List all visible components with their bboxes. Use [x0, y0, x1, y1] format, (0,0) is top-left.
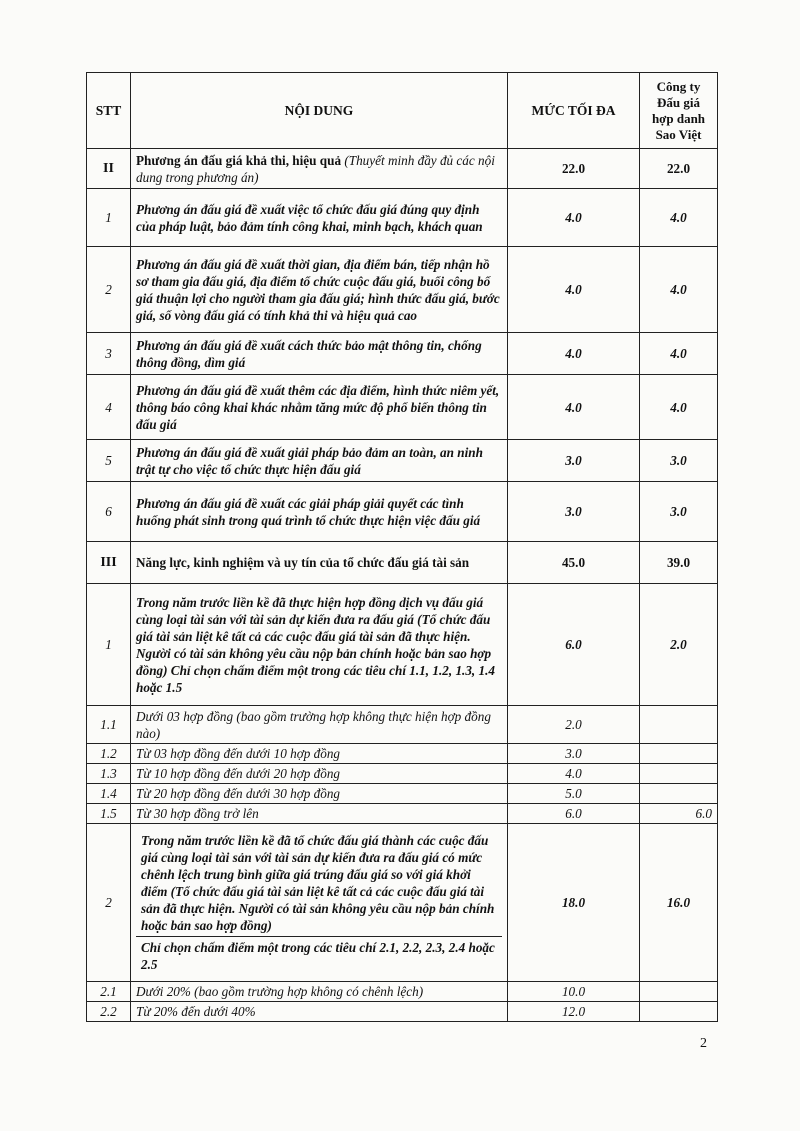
row-max: 6.0 [508, 584, 640, 706]
row-company [640, 764, 718, 784]
row-stt: 1.5 [87, 804, 131, 824]
row-content-main: Phương án đấu giá khả thi, hiệu quả [136, 152, 342, 168]
row-stt: 5 [87, 440, 131, 482]
row-content: Phương án đấu giá đề xuất thêm các địa điểm, hình thức niêm yết, thông báo công khai khác nhằm tăng mức độ phổ biến thông tin đấu giá [131, 375, 508, 440]
row-company: 16.0 [640, 824, 718, 982]
row-max: 3.0 [508, 744, 640, 764]
row-company: 6.0 [640, 804, 718, 824]
row-company: 3.0 [640, 482, 718, 542]
table-row [87, 784, 718, 804]
table-header-row [87, 73, 718, 149]
row-max: 4.0 [508, 764, 640, 784]
row-content: Phương án đấu giá đề xuất giải pháp bảo đảm an toàn, an ninh trật tự cho việc tổ chức thực hiện đấu giá [131, 440, 508, 482]
table-row [87, 824, 718, 982]
row-company: 4.0 [640, 333, 718, 375]
row-max: 6.0 [508, 804, 640, 824]
row-max: 22.0 [508, 149, 640, 189]
row-stt: 1 [87, 584, 131, 706]
row-content-note: (Thuyết minh đầy đủ các nội dung trong phương án) [136, 152, 495, 185]
header-company: Công ty Đấu giá hợp danh Sao Việt [640, 73, 718, 149]
row-content: Từ 03 hợp đồng đến dưới 10 hợp đồng [131, 744, 508, 764]
table-row [87, 333, 718, 375]
table-row [87, 706, 718, 744]
header-content: NỘI DUNG [131, 73, 508, 149]
row-content [131, 824, 508, 982]
row-content: Trong năm trước liền kề đã thực hiện hợp đồng dịch vụ đấu giá cùng loại tài sản với tài sản dự kiến đưa ra đấu giá (Tổ chức đấu giá tài sản liệt kê tất cả các cuộc đấu giá tài sản đã thực hiện. Người có tài sản không yêu cầu nộp bản chính hoặc bản sao hợp đồng) Chỉ chọn chấm điểm một trong các tiêu chí 1.1, 1.2, 1.3, 1.4 hoặc 1.5 [131, 584, 508, 706]
row-stt: 3 [87, 333, 131, 375]
table-row [87, 482, 718, 542]
header-stt: STT [87, 73, 131, 149]
table-row [87, 440, 718, 482]
row-content: Từ 10 hợp đồng đến dưới 20 hợp đồng [131, 764, 508, 784]
row-stt: 1.2 [87, 744, 131, 764]
row-content: Dưới 20% (bao gồm trường hợp không có chênh lệch) [131, 982, 508, 1002]
row-content: Phương án đấu giá đề xuất các giải pháp giải quyết các tình huống phát sinh trong quá trình tổ chức thực hiện việc đấu giá [131, 482, 508, 542]
row-company: 4.0 [640, 247, 718, 333]
row-company [640, 784, 718, 804]
row-stt: 2.1 [87, 982, 131, 1002]
row-content-criteria: Chỉ chọn chấm điểm một trong các tiêu chí 2.1, 2.2, 2.3, 2.4 hoặc 2.5 [141, 940, 495, 972]
row-company [640, 1002, 718, 1022]
row-stt: 4 [87, 375, 131, 440]
table-row [87, 982, 718, 1002]
row-max: 4.0 [508, 333, 640, 375]
row-max: 10.0 [508, 982, 640, 1002]
table-row [87, 764, 718, 784]
table-row [87, 542, 718, 584]
row-content: Từ 20% đến dưới 40% [131, 1002, 508, 1022]
row-company: 4.0 [640, 375, 718, 440]
row-company [640, 706, 718, 744]
table-row [87, 1002, 718, 1022]
row-company: 4.0 [640, 189, 718, 247]
row-max: 4.0 [508, 375, 640, 440]
header-max: MỨC TỐI ĐA [508, 73, 640, 149]
row-stt: 1.1 [87, 706, 131, 744]
row-content: Phương án đấu giá đề xuất cách thức bảo mật thông tin, chống thông đồng, dìm giá [131, 333, 508, 375]
row-stt: 2.2 [87, 1002, 131, 1022]
table-row [87, 247, 718, 333]
row-max: 12.0 [508, 1002, 640, 1022]
table-row [87, 804, 718, 824]
row-stt: 1.3 [87, 764, 131, 784]
row-stt: 2 [87, 247, 131, 333]
row-company: 39.0 [640, 542, 718, 584]
table-row [87, 584, 718, 706]
row-max: 4.0 [508, 247, 640, 333]
table-row [87, 149, 718, 189]
row-stt: 1 [87, 189, 131, 247]
row-max: 18.0 [508, 824, 640, 982]
row-content: Từ 30 hợp đồng trở lên [131, 804, 508, 824]
row-content: Năng lực, kinh nghiệm và uy tín của tổ chức đấu giá tài sản [131, 542, 508, 584]
row-content: Từ 20 hợp đồng đến dưới 30 hợp đồng [131, 784, 508, 804]
row-content: Phương án đấu giá đề xuất thời gian, địa điểm bán, tiếp nhận hồ sơ tham gia đấu giá, địa điểm tổ chức cuộc đấu giá, buổi công bố giá thuận lợi cho người tham gia đấu giá; hình thức đấu giá, bước giá, số vòng đấu giá có tính khả thi và hiệu quả cao [131, 247, 508, 333]
row-company: 2.0 [640, 584, 718, 706]
row-max: 2.0 [508, 706, 640, 744]
table-row [87, 375, 718, 440]
row-company [640, 744, 718, 764]
row-max: 3.0 [508, 440, 640, 482]
row-content-main: Trong năm trước liền kề đã tổ chức đấu giá thành các cuộc đấu giá cùng loại tài sản với tài sản dự kiến đưa ra đấu giá có mức chênh lệch trung bình giữa giá trúng đấu giá so với giá khởi điểm (Tổ chức đấu giá tài sản liệt kê tất cả các cuộc đấu giá tài sản đã thực hiện. Người có tài sản không yêu cầu nộp bản chính hoặc bản sao hợp đồng) [136, 830, 502, 937]
row-stt: 6 [87, 482, 131, 542]
row-company: 3.0 [640, 440, 718, 482]
scoring-table [86, 72, 718, 1022]
row-max: 3.0 [508, 482, 640, 542]
row-content: Dưới 03 hợp đồng (bao gồm trường hợp không thực hiện hợp đồng nào) [131, 706, 508, 744]
row-stt: II [87, 149, 131, 189]
row-max: 45.0 [508, 542, 640, 584]
table-row [87, 744, 718, 764]
table-row [87, 189, 718, 247]
row-content: Phương án đấu giá đề xuất việc tổ chức đấu giá đúng quy định của pháp luật, bảo đảm tính công khai, minh bạch, khách quan [131, 189, 508, 247]
row-stt: 1.4 [87, 784, 131, 804]
page-number: 2 [700, 1036, 707, 1051]
row-stt: 2 [87, 824, 131, 982]
row-max: 5.0 [508, 784, 640, 804]
row-company: 22.0 [640, 149, 718, 189]
row-max: 4.0 [508, 189, 640, 247]
row-content [131, 149, 508, 189]
row-stt: III [87, 542, 131, 584]
row-company [640, 982, 718, 1002]
